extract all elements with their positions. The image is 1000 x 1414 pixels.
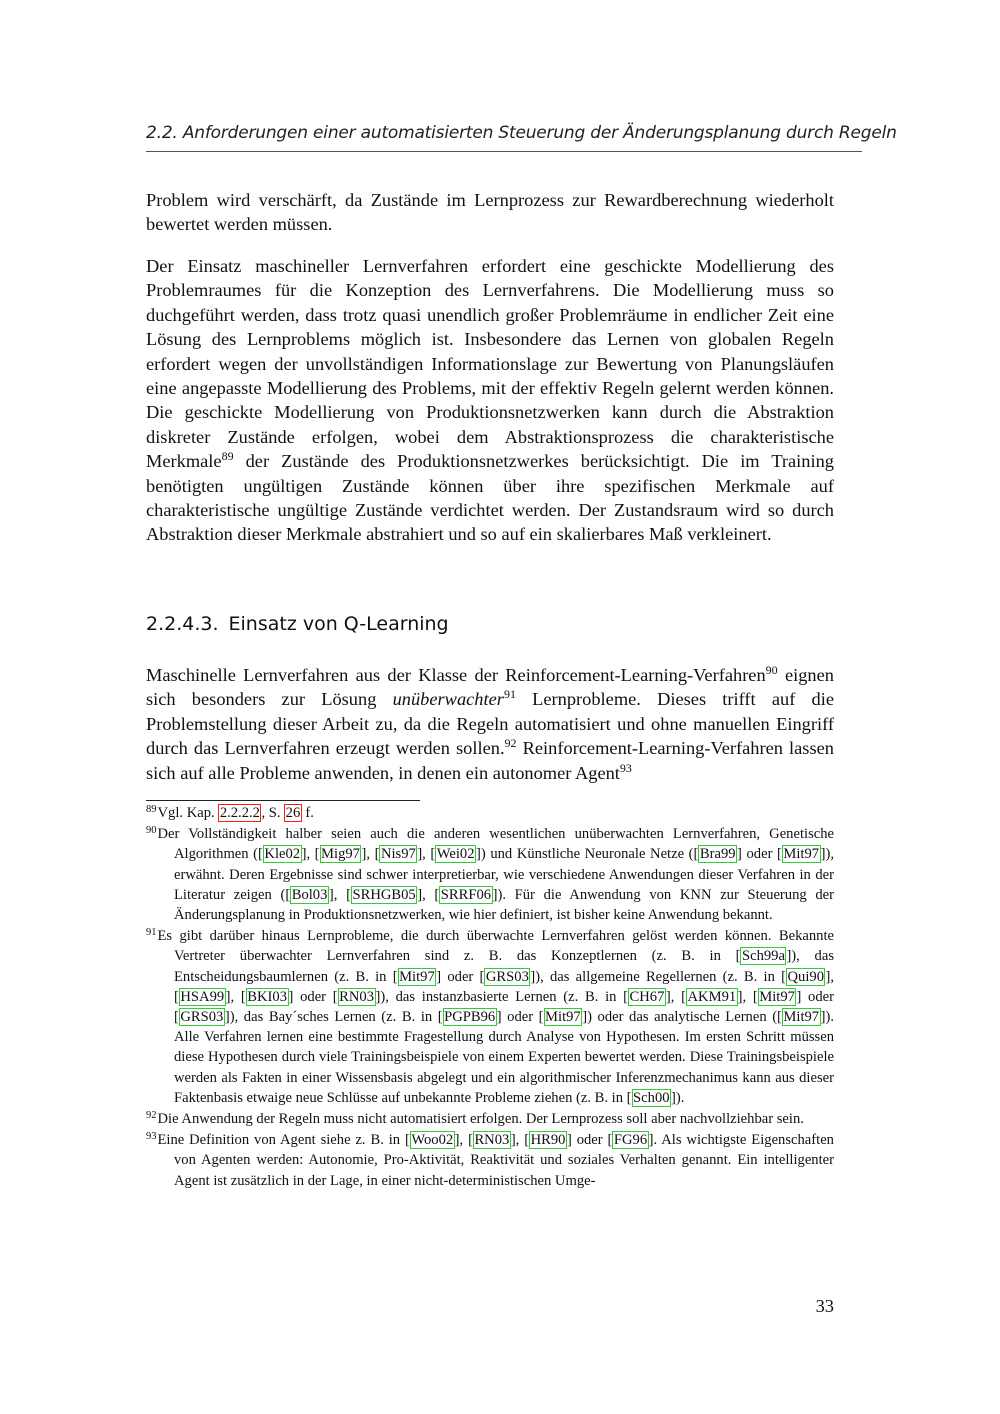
footnote-text: ], [ [417,846,436,863]
footnote-ref-89[interactable]: 89 [221,449,234,464]
paragraph-1 [146,188,834,237]
citation-link[interactable]: Mit97 [783,1009,820,1026]
citation-link[interactable]: Bra99 [699,846,736,863]
footnote-89 [146,803,834,823]
footnote-mark: 92 [146,1110,157,1122]
footnote-text: , S. [261,805,285,821]
footnote-text: ] oder [ [174,988,834,1026]
paragraph-2-text-a: Der Einsatz maschineller Lernverfahren erfordert eine geschickte Modellierung des Problemraumes für die Konzeption des Lernverfahrens. Die Modellierung muss so duchgeführt werden, dass trotz quasi unendlich großer Problemräume in endlicher Zeit eine Lösung des Lernproblems möglich ist. Insbesondere das Lernen von globalen Regeln erfordert wegen der unvollständigen Informationslage zur Bewertung von Planungsläufen eine angepasste Modellierung des Problems, mit der effektiv Regeln gelernt werden können. Die geschickte Modellierung von Produktionsnetzwerken kann durch die Abstraktion diskreter Zustände erfolgen, wobei dem Abstraktionsprozess die charakteristische Merkmale [146,256,834,472]
page-number: 33 [815,1296,834,1316]
footnote-text: ], [ [417,886,440,903]
section-heading [146,612,449,636]
citation-link[interactable]: CH67 [629,988,665,1005]
footnote-rule [146,800,420,801]
paragraph-2-text-b: der Zustände des Produktionsnetzwerkes berücksichtigt. Die im Training benötigten ungültigen Zustände können über ihre spezifischen Merkmale auf charakteristische ungültige Zustände verdichtet werden. Der Zustandsraum wird so durch Abstraktion dieser Merkmale abstrahiert und so auf ein skalierbares Maß verkleinert. [146,451,834,545]
footnote-text: ]). Alle Verfahren lernen eine bestimmte Fragestellung durch Analyse von Hypothesen. Im ersten Schritt müssen diese Hypothesen durch viele Trainingsbeispiele von einem Experten bewertet werden. Diese Trainingsbeispiele werden als Fakten in einer Wissensbasis abgelegt und ein algorithmischer Inferenzmechanimus kann aus dieser Faktenbasis etwaige neue Schlüsse auf unbekannte Probleme ziehen (z. B. in [ [174,1009,834,1106]
footnote-text: ] oder [ [436,968,485,985]
footnote-text: ]), das Entscheidungsbaumlernen (z. B. in [ [174,948,834,985]
footnote-text: ], [ [361,846,380,863]
footnote-text: Der Vollständigkeit halber seien auch die anderen wesentlichen unüberwachten Lernverfahren, Genetische Algorithmen ([ [157,826,834,863]
citation-link[interactable]: RN03 [474,1132,510,1149]
citation-link[interactable]: Woo02 [411,1132,454,1149]
footnote-text: ], [ [665,988,687,1005]
citation-link[interactable]: HR90 [530,1132,566,1149]
footnote-text: Eine Definition von Agent siehe z. B. in [ [157,1132,410,1149]
header-rule [146,151,862,152]
footnote-text: ]), das allgemeine Regellernen (z. B. in [ [530,968,786,985]
citation-link[interactable]: Mit97 [759,988,795,1005]
citation-link[interactable]: RN03 [339,988,374,1005]
footnote-text: ]). Für die Anwendung von KNN zur Steuerung der Änderungsplanung in Produktionsnetzwerken, wie hier definiert, ist bisher keine Anwendung bekannt. [174,886,834,924]
section-number: 2.2.4.3. [146,613,219,635]
footnote-ref-91[interactable]: 91 [503,687,516,702]
citation-link[interactable]: BKI03 [247,988,288,1005]
citation-link[interactable]: Mit97 [783,846,820,863]
footnote-ref-92[interactable]: 92 [504,736,517,751]
footnote-92 [146,1109,834,1129]
paragraph-3-text-b: eignen sich besonders zur Lösung [146,665,834,710]
paragraph-2 [146,254,834,547]
footnote-ref-90[interactable]: 90 [765,663,778,677]
footnote-text: ] oder [ [737,846,782,863]
footnote-text: ]) und Künstliche Neuronale Netze ([ [476,846,699,863]
footnote-text: ]), das Bay´sches Lernen (z. B. in [ [224,1009,443,1026]
footnote-text: ], [ [510,1132,530,1149]
footnote-text: Die Anwendung der Regeln muss nicht automatisiert erfolgen. Der Lernprozess soll aber nachvollziehbar sein. [157,1111,804,1128]
citation-link[interactable]: Wei02 [436,846,475,863]
citation-link[interactable]: Nis97 [380,846,416,863]
citation-link[interactable]: PGPB96 [444,1009,496,1026]
citation-link[interactable]: Sch99a [741,948,785,965]
footnote-text: ], [ [328,886,351,903]
footnote-mark: 93 [146,1131,157,1143]
footnote-text: ] oder [ [288,988,338,1005]
citation-link[interactable]: Mig97 [321,846,360,863]
footnote-ref-93[interactable]: 93 [619,760,632,775]
paragraph-3-emphasis: unüberwachter [392,689,504,710]
footnote-text: ], [ [301,846,320,863]
footnote-text: f. [301,805,314,821]
footnote-text: ], [ [737,988,758,1005]
footnote-text: ], [ [454,1132,473,1149]
crossref-link[interactable]: 2.2.2.2 [219,805,260,821]
citation-link[interactable]: SRRF06 [440,886,492,903]
citation-link[interactable]: HSA99 [180,988,225,1005]
footnote-text: ]) oder das analytische Lernen ([ [582,1009,782,1026]
footnote-text: ] oder [ [496,1009,544,1026]
footnote-text: ], [ [174,968,834,1005]
footnote-text: ]), erwähnt. Deren Ergebnisse sind schwer interpretierbar, wie verschiedene Anwendungen dieser Verfahren in der Literatur zeigen ([ [174,846,834,903]
footnote-90 [146,824,834,925]
footnote-text: ], [ [225,988,246,1005]
footnote-mark: 91 [146,927,157,939]
footnote-text: ] oder [ [566,1132,613,1149]
citation-link[interactable]: FG96 [613,1132,648,1149]
footnote-text: Es gibt darüber hinaus Lernprobleme, die durch überwachte Lernverfahren gelöst werden können. Bekannte Vertreter überwachter Lernverfahren sind z. B. das Konzeptlernen (z. B. in [ [157,928,834,965]
citation-link[interactable]: GRS03 [180,1009,224,1026]
page-link[interactable]: 26 [285,805,301,821]
citation-link[interactable]: Kle02 [264,846,301,863]
citation-link[interactable]: SRHGB05 [352,886,416,903]
footnote-text: ]. Als wichtigste Eigenschaften von Agenten werden: Autonomie, Pro-Aktivität, Reaktivität und soziales Verhalten genannt. Ein intelligenter Agent ist zusätzlich in der Lage, in einer nicht-deterministischen Umge- [174,1132,834,1189]
paragraph-1-text: Problem wird verschärft, da Zustände im Lernprozess zur Rewardberechnung wiederholt bewertet werden müssen. [146,190,834,235]
footnotes [146,803,834,1192]
citation-link[interactable]: Mit97 [545,1009,581,1026]
paragraph-3-text-c: Lernprobleme. Dieses trifft auf die Problemstellung dieser Arbeit zu, da die Regeln automatisiert und ohne manuellen Eingriff durch das Lernverfahren erzeugt werden sollen. [146,689,834,759]
footnote-text: ]), das instanzbasierte Lernen (z. B. in [ [375,988,629,1005]
citation-link[interactable]: AKM91 [687,988,737,1005]
citation-link[interactable]: Sch00 [633,1089,670,1106]
section-title: Einsatz von Q-Learning [228,613,449,635]
footnote-91 [146,926,834,1108]
footnote-text: ]). [671,1089,685,1106]
running-head: 2.2. Anforderungen einer automatisierten Steuerung der Änderungsplanung durch Regeln [146,123,897,143]
footnote-text: Vgl. Kap. [157,805,219,821]
citation-link[interactable]: Mit97 [399,968,435,985]
citation-link[interactable]: Bol03 [291,886,328,903]
footnote-mark: 89 [146,804,157,815]
citation-link[interactable]: Qui90 [787,968,824,985]
footnote-mark: 90 [146,825,157,837]
citation-link[interactable]: GRS03 [485,968,529,985]
paragraph-3-text-d: Reinforcement-Learning-Verfahren lassen sich auf alle Probleme anwenden, in denen ein autonomer Agent [146,738,834,783]
paragraph-3 [146,663,834,785]
footnote-93 [146,1130,834,1191]
paragraph-3-text-a: Maschinelle Lernverfahren aus der Klasse der Reinforcement-Learning-Verfahren [146,665,766,685]
